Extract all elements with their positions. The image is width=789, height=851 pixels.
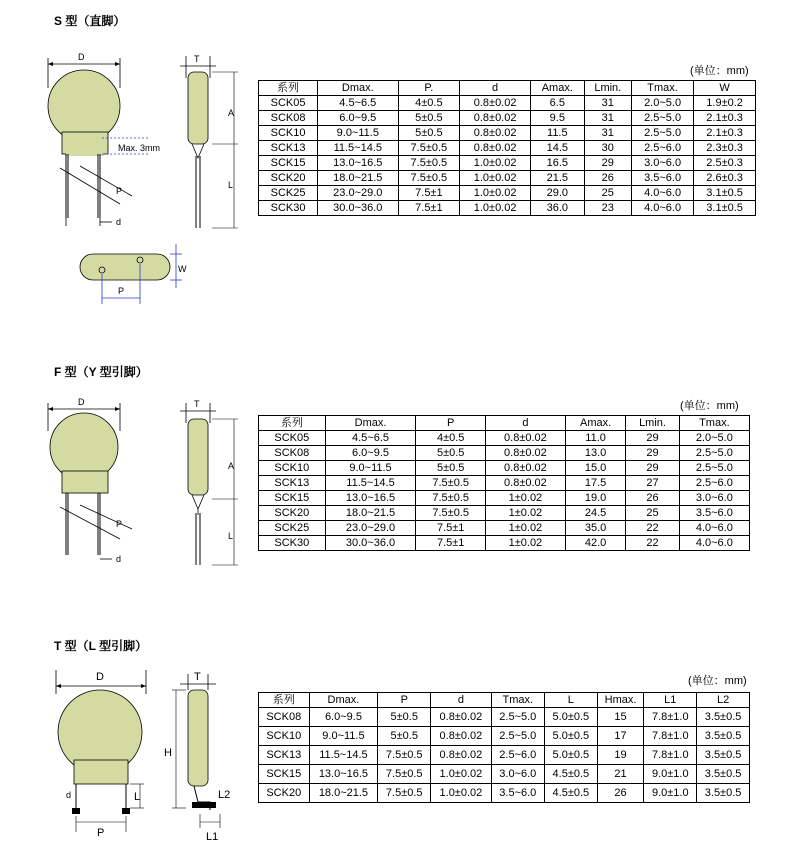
s-type-diagram: [40, 48, 250, 308]
table-cell: 5.0±0.5: [544, 727, 597, 746]
table-cell: 21: [597, 765, 644, 784]
table-cell: 27: [626, 476, 679, 491]
table-cell: 30.0~36.0: [318, 201, 398, 216]
table-row: [259, 491, 750, 506]
column-header: 系列: [259, 416, 326, 431]
column-header: Lmin.: [584, 81, 631, 96]
f-label-a: A: [228, 461, 235, 471]
column-header: Dmax.: [318, 81, 398, 96]
table-cell: 6.0~9.5: [309, 708, 378, 727]
table-cell: 11.5~14.5: [325, 476, 416, 491]
table-row: [259, 431, 750, 446]
table-row: [259, 708, 750, 727]
table-cell: 2.5~5.0: [491, 727, 544, 746]
table-cell: 16.5: [531, 156, 585, 171]
table-cell: 4.0~6.0: [679, 521, 749, 536]
table-cell: 17: [597, 727, 644, 746]
table-row: [259, 186, 756, 201]
table-cell: SCK13: [259, 746, 310, 765]
table-cell: 1±0.02: [485, 491, 565, 506]
table-cell: 15: [597, 708, 644, 727]
table-row: [259, 141, 756, 156]
table-row: [259, 521, 750, 536]
table-cell: 6.5: [531, 96, 585, 111]
table-row: [259, 156, 756, 171]
table-cell: 7.5±1: [398, 186, 460, 201]
table-cell: 25: [584, 186, 631, 201]
table-cell: 5±0.5: [398, 111, 460, 126]
table-cell: 15.0: [565, 461, 626, 476]
table-cell: SCK08: [259, 708, 310, 727]
table-cell: 6.0~9.5: [325, 446, 416, 461]
table-cell: SCK15: [259, 765, 310, 784]
table-cell: 4.0~6.0: [631, 201, 693, 216]
f-label-d-dim: D: [78, 397, 85, 407]
table-cell: SCK25: [259, 521, 326, 536]
f-front-view: [48, 397, 132, 564]
table-cell: 13.0: [565, 446, 626, 461]
table-cell: 0.8±0.02: [460, 126, 531, 141]
table-cell: 2.5~5.0: [679, 461, 749, 476]
section-t-unit: (单位：mm): [688, 675, 747, 687]
s-front-view: [48, 52, 160, 227]
table-cell: 1±0.02: [485, 536, 565, 551]
column-header: Tmax.: [679, 416, 749, 431]
table-cell: SCK20: [259, 171, 318, 186]
table-cell: 11.5~14.5: [318, 141, 398, 156]
s-label-p-bottom: P: [118, 286, 125, 296]
table-cell: 3.5±0.5: [697, 727, 750, 746]
table-cell: 4.0~6.0: [631, 186, 693, 201]
table-cell: 30.0~36.0: [325, 536, 416, 551]
table-cell: 0.8±0.02: [431, 746, 492, 765]
t-label-l1: L1: [206, 831, 219, 843]
t-label-l: L: [134, 791, 141, 803]
table-cell: SCK20: [259, 784, 310, 803]
column-header: P: [416, 416, 486, 431]
section-t-title: T 型（L 型引脚）: [54, 639, 148, 653]
table-cell: 3.1±0.5: [694, 201, 756, 216]
section-s-unit: (单位：mm): [690, 65, 749, 77]
table-cell: 0.8±0.02: [460, 141, 531, 156]
table-cell: 4.0~6.0: [679, 536, 749, 551]
table-cell: 0.8±0.02: [485, 461, 565, 476]
table-cell: 0.8±0.02: [460, 96, 531, 111]
table-cell: 29: [626, 446, 679, 461]
table-cell: SCK10: [259, 461, 326, 476]
table-cell: 11.0: [565, 431, 626, 446]
table-cell: SCK30: [259, 536, 326, 551]
table-cell: 7.5±0.5: [398, 141, 460, 156]
t-label-p: P: [97, 827, 105, 839]
table-cell: 2.5~5.0: [631, 111, 693, 126]
s-label-p: P: [116, 186, 123, 196]
table-cell: SCK20: [259, 506, 326, 521]
table-cell: 14.5: [531, 141, 585, 156]
table-cell: 42.0: [565, 536, 626, 551]
table-cell: 2.5±0.3: [694, 156, 756, 171]
table-cell: 3.0~6.0: [491, 765, 544, 784]
s-label-d-dim: D: [78, 52, 85, 62]
table-cell: 7.8±1.0: [644, 727, 697, 746]
column-header: d: [485, 416, 565, 431]
table-cell: 9.0~11.5: [309, 727, 378, 746]
table-cell: 7.5±1: [398, 201, 460, 216]
s-label-l: L: [228, 180, 234, 190]
column-header: d: [431, 693, 492, 708]
table-cell: SCK15: [259, 156, 318, 171]
table-cell: 7.5±1: [416, 536, 486, 551]
s-spec-table: [258, 80, 756, 216]
table-cell: 2.0~5.0: [631, 96, 693, 111]
table-cell: SCK15: [259, 491, 326, 506]
table-row: [259, 201, 756, 216]
table-cell: 36.0: [531, 201, 585, 216]
table-cell: 2.0~5.0: [679, 431, 749, 446]
s-label-d-lead: d: [116, 217, 122, 227]
table-cell: 4.5~6.5: [325, 431, 416, 446]
table-cell: 1.0±0.02: [431, 765, 492, 784]
column-header: Amax.: [565, 416, 626, 431]
table-cell: 4±0.5: [398, 96, 460, 111]
s-disc-body: [48, 70, 120, 142]
table-row: [259, 476, 750, 491]
table-cell: 26: [597, 784, 644, 803]
t-label-h: H: [164, 747, 172, 759]
table-cell: 31: [584, 126, 631, 141]
t-label-t: T: [194, 671, 201, 683]
table-cell: SCK05: [259, 431, 326, 446]
table-cell: 2.6±0.3: [694, 171, 756, 186]
table-cell: 5.0±0.5: [544, 746, 597, 765]
table-cell: 6.0~9.5: [318, 111, 398, 126]
table-cell: 0.8±0.02: [485, 446, 565, 461]
table-row: [259, 536, 750, 551]
s-label-max: Max. 3mm: [118, 143, 161, 153]
table-cell: 9.0~11.5: [325, 461, 416, 476]
table-row: [259, 446, 750, 461]
table-cell: 25: [626, 506, 679, 521]
t-spec-table: [258, 692, 750, 803]
column-header: Hmax.: [597, 693, 644, 708]
table-cell: 3.1±0.5: [694, 186, 756, 201]
table-cell: 17.5: [565, 476, 626, 491]
table-cell: 0.8±0.02: [485, 476, 565, 491]
t-side-view: [164, 671, 230, 843]
table-cell: 5±0.5: [378, 727, 431, 746]
table-cell: 13.0~16.5: [318, 156, 398, 171]
table-cell: 21.5: [531, 171, 585, 186]
table-cell: 5±0.5: [378, 708, 431, 727]
table-cell: 1.0±0.02: [460, 171, 531, 186]
table-row: [259, 96, 756, 111]
t-type-diagram: [50, 660, 250, 845]
table-header-row: [259, 693, 750, 708]
table-cell: 1±0.02: [485, 506, 565, 521]
table-row: [259, 746, 750, 765]
column-header: Lmin.: [626, 416, 679, 431]
column-header: W: [694, 81, 756, 96]
column-header: 系列: [259, 81, 318, 96]
table-cell: 19.0: [565, 491, 626, 506]
table-cell: 23.0~29.0: [318, 186, 398, 201]
table-cell: 3.5±0.5: [697, 784, 750, 803]
table-cell: 7.5±0.5: [378, 746, 431, 765]
table-cell: 18.0~21.5: [325, 506, 416, 521]
table-cell: SCK25: [259, 186, 318, 201]
table-cell: SCK10: [259, 126, 318, 141]
table-cell: 7.5±0.5: [416, 491, 486, 506]
table-cell: 5±0.5: [416, 446, 486, 461]
table-cell: 2.3±0.3: [694, 141, 756, 156]
table-cell: 7.5±0.5: [398, 171, 460, 186]
column-header: L1: [644, 693, 697, 708]
table-cell: 7.5±0.5: [398, 156, 460, 171]
table-cell: 2.1±0.3: [694, 111, 756, 126]
table-row: [259, 727, 750, 746]
f-label-d-lead: d: [116, 554, 122, 564]
s-side-view: [180, 54, 238, 228]
table-cell: 29: [626, 461, 679, 476]
column-header: P.: [398, 81, 460, 96]
section-s-title: S 型（直脚）: [54, 14, 126, 28]
column-header: Amax.: [531, 81, 585, 96]
table-cell: 5.0±0.5: [544, 708, 597, 727]
t-front-view: [56, 670, 146, 839]
table-header-row: [259, 416, 750, 431]
table-cell: 4.5~6.5: [318, 96, 398, 111]
f-spec-table: [258, 415, 750, 551]
table-row: [259, 111, 756, 126]
table-cell: 1.0±0.02: [460, 201, 531, 216]
table-cell: 3.5±0.5: [697, 708, 750, 727]
table-cell: 4.5±0.5: [544, 784, 597, 803]
table-cell: 3.0~6.0: [631, 156, 693, 171]
column-header: P: [378, 693, 431, 708]
table-cell: 1.0±0.02: [431, 784, 492, 803]
table-cell: 2.5~6.0: [679, 476, 749, 491]
column-header: Tmax.: [631, 81, 693, 96]
s-label-a: A: [228, 108, 235, 118]
table-cell: 7.8±1.0: [644, 708, 697, 727]
column-header: Dmax.: [325, 416, 416, 431]
table-cell: 2.1±0.3: [694, 126, 756, 141]
table-cell: 13.0~16.5: [309, 765, 378, 784]
table-cell: 19: [597, 746, 644, 765]
column-header: d: [460, 81, 531, 96]
t-label-d-lead: d: [66, 790, 72, 800]
table-cell: 7.8±1.0: [644, 746, 697, 765]
f-side-view: [180, 399, 238, 565]
table-cell: 0.8±0.02: [431, 727, 492, 746]
table-header-row: [259, 81, 756, 96]
table-cell: 7.5±0.5: [416, 476, 486, 491]
table-cell: 2.5~5.0: [679, 446, 749, 461]
table-cell: 4±0.5: [416, 431, 486, 446]
table-cell: 31: [584, 96, 631, 111]
column-header: L2: [697, 693, 750, 708]
column-header: L: [544, 693, 597, 708]
table-row: [259, 126, 756, 141]
f-label-l: L: [228, 531, 234, 541]
table-cell: 9.0±1.0: [644, 765, 697, 784]
table-cell: SCK30: [259, 201, 318, 216]
table-cell: 5±0.5: [416, 461, 486, 476]
table-cell: 18.0~21.5: [309, 784, 378, 803]
t-label-d-dim: D: [96, 671, 104, 683]
table-cell: 23.0~29.0: [325, 521, 416, 536]
table-cell: 11.5: [531, 126, 585, 141]
s-label-t: T: [194, 54, 200, 64]
table-cell: 3.5~6.0: [631, 171, 693, 186]
table-cell: 23: [584, 201, 631, 216]
table-cell: SCK08: [259, 111, 318, 126]
table-row: [259, 461, 750, 476]
table-cell: 9.0~11.5: [318, 126, 398, 141]
table-cell: 9.0±1.0: [644, 784, 697, 803]
section-f-title: F 型（Y 型引脚）: [54, 365, 148, 379]
table-cell: 11.5~14.5: [309, 746, 378, 765]
table-cell: 7.5±0.5: [378, 784, 431, 803]
table-cell: SCK13: [259, 141, 318, 156]
table-cell: 29: [584, 156, 631, 171]
column-header: Tmax.: [491, 693, 544, 708]
s-label-w: W: [178, 264, 187, 274]
f-label-p: P: [116, 519, 123, 529]
table-cell: 3.5±0.5: [697, 765, 750, 784]
table-cell: 3.5±0.5: [697, 746, 750, 765]
table-cell: 2.5~6.0: [631, 141, 693, 156]
table-cell: 24.5: [565, 506, 626, 521]
table-cell: 5±0.5: [398, 126, 460, 141]
table-cell: 22: [626, 536, 679, 551]
f-label-t: T: [194, 399, 200, 409]
table-cell: 26: [584, 171, 631, 186]
table-cell: 30: [584, 141, 631, 156]
table-cell: 1±0.02: [485, 521, 565, 536]
column-header: Dmax.: [309, 693, 378, 708]
table-cell: 1.0±0.02: [460, 156, 531, 171]
table-cell: 22: [626, 521, 679, 536]
table-cell: 1.9±0.2: [694, 96, 756, 111]
table-cell: SCK13: [259, 476, 326, 491]
table-cell: 3.5~6.0: [491, 784, 544, 803]
section-f-unit: (单位：mm): [680, 400, 739, 412]
table-cell: 18.0~21.5: [318, 171, 398, 186]
table-cell: 4.5±0.5: [544, 765, 597, 784]
table-cell: SCK10: [259, 727, 310, 746]
table-cell: 0.8±0.02: [485, 431, 565, 446]
table-cell: 0.8±0.02: [431, 708, 492, 727]
table-cell: 7.5±0.5: [378, 765, 431, 784]
table-cell: 1.0±0.02: [460, 186, 531, 201]
table-cell: 9.5: [531, 111, 585, 126]
table-row: [259, 765, 750, 784]
table-cell: 3.5~6.0: [679, 506, 749, 521]
table-cell: 7.5±1: [416, 521, 486, 536]
table-cell: 35.0: [565, 521, 626, 536]
table-cell: 2.5~6.0: [491, 746, 544, 765]
t-label-l2: L2: [218, 789, 231, 801]
table-cell: 3.0~6.0: [679, 491, 749, 506]
table-cell: 0.8±0.02: [460, 111, 531, 126]
table-cell: SCK08: [259, 446, 326, 461]
table-cell: 31: [584, 111, 631, 126]
table-cell: 2.5~5.0: [491, 708, 544, 727]
table-row: [259, 171, 756, 186]
table-row: [259, 506, 750, 521]
column-header: 系列: [259, 693, 310, 708]
s-bottom-view: [80, 244, 187, 304]
table-cell: 29.0: [531, 186, 585, 201]
table-cell: 7.5±0.5: [416, 506, 486, 521]
table-cell: 29: [626, 431, 679, 446]
table-cell: 13.0~16.5: [325, 491, 416, 506]
table-cell: 26: [626, 491, 679, 506]
table-cell: SCK05: [259, 96, 318, 111]
table-cell: 2.5~5.0: [631, 126, 693, 141]
f-type-diagram: [40, 395, 250, 575]
table-row: [259, 784, 750, 803]
